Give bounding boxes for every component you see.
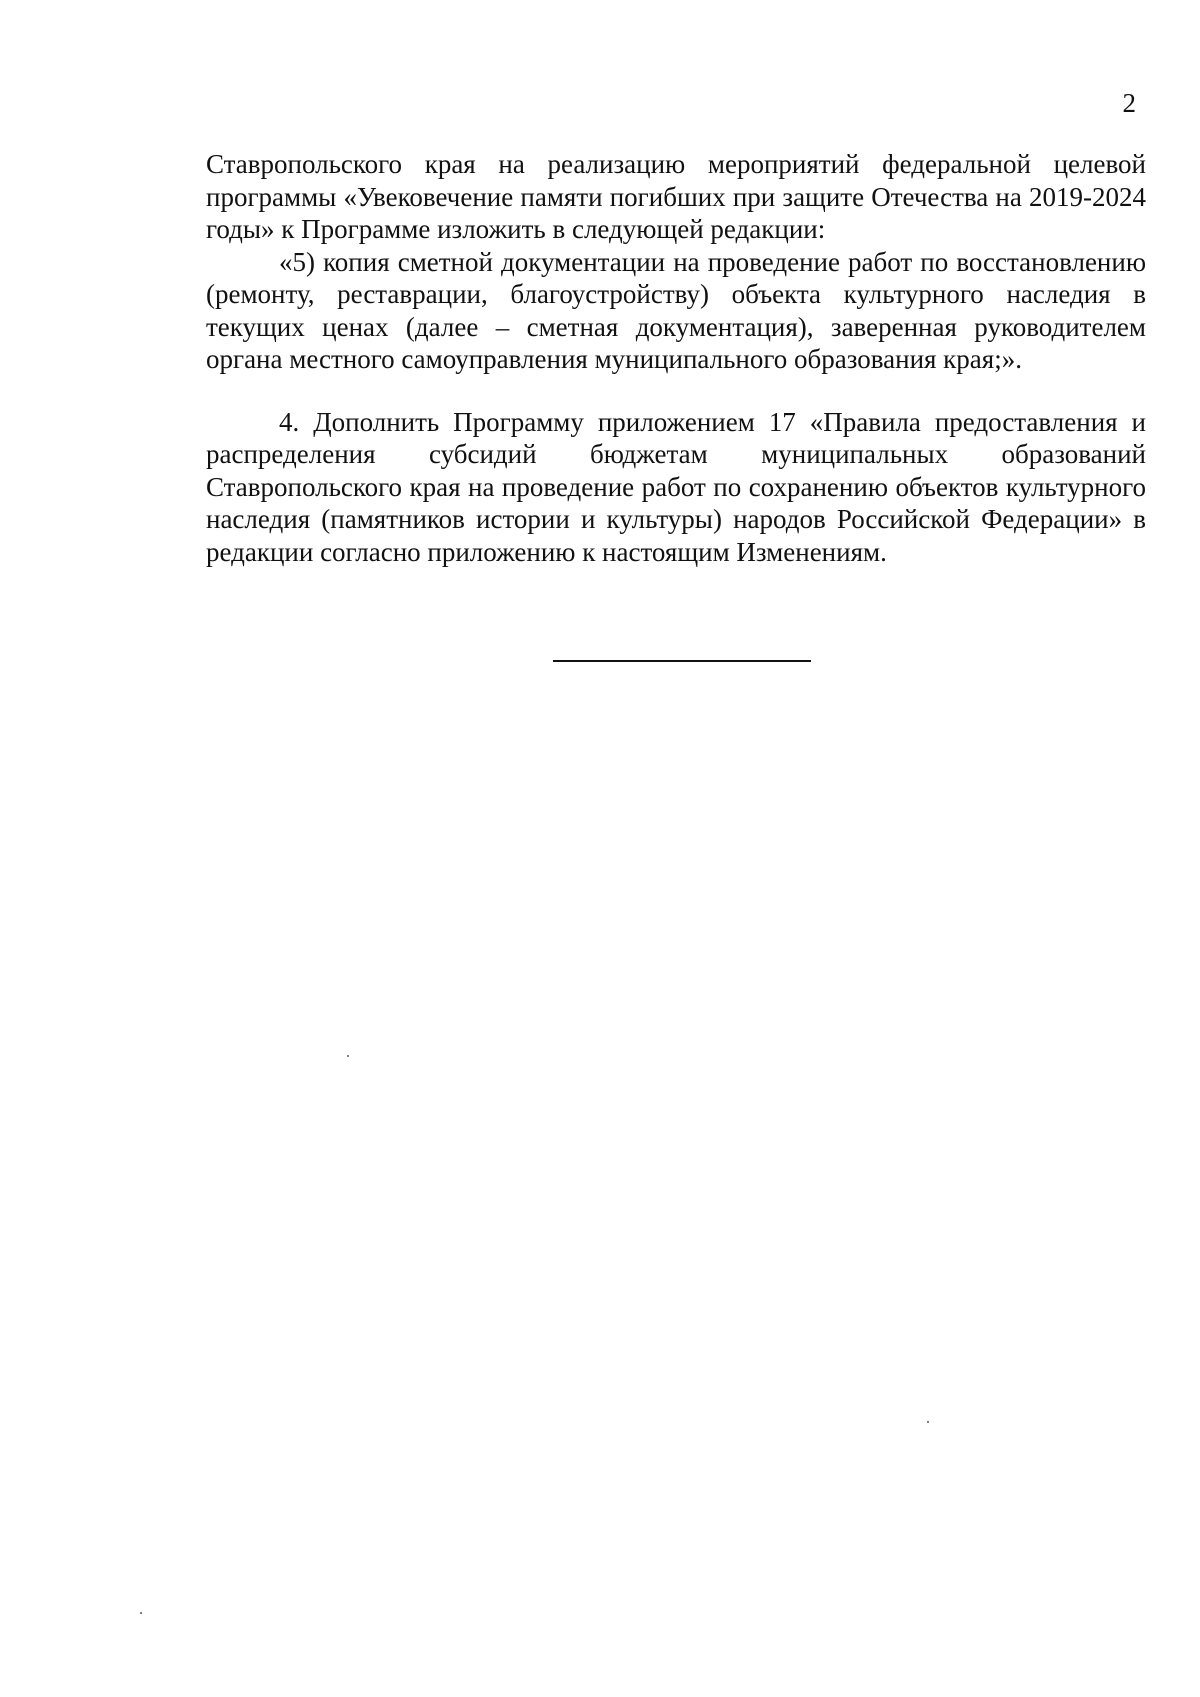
document-body [206, 148, 1146, 568]
scan-speck [347, 1055, 349, 1057]
page-number: 2 [1122, 88, 1136, 118]
scan-speck [927, 1421, 929, 1423]
paragraph-program-continuation: Ставропольского края на реализацию мероприятий федеральной целевой программы «Увековечение памяти погибших при защите Отечества на 2019-2024 годы» к Программе изложить в следующей редакции: [206, 149, 1146, 244]
scan-speck [140, 1612, 142, 1614]
end-of-text-rule [553, 660, 811, 662]
paragraph-item-4: 4. Дополнить Программу приложением 17 «Правила предоставления и распределения субсидий бюджетам муниципальных образований Ставропольского края на проведение работ по сохранению объектов культурного наследия (памятников истории и культуры) народов Российской Федерации» в редакции согласно приложению к настоящим Изменениям. [206, 406, 1146, 567]
paragraph-item-5: «5) копия сметной документации на проведение работ по восстановлению (ремонту, реставрации, благоустройству) объекта культурного наследия в текущих ценах (далее – сметная документация), заверенная руководителем органа местного самоуправления муниципального образования края;». [206, 246, 1146, 374]
